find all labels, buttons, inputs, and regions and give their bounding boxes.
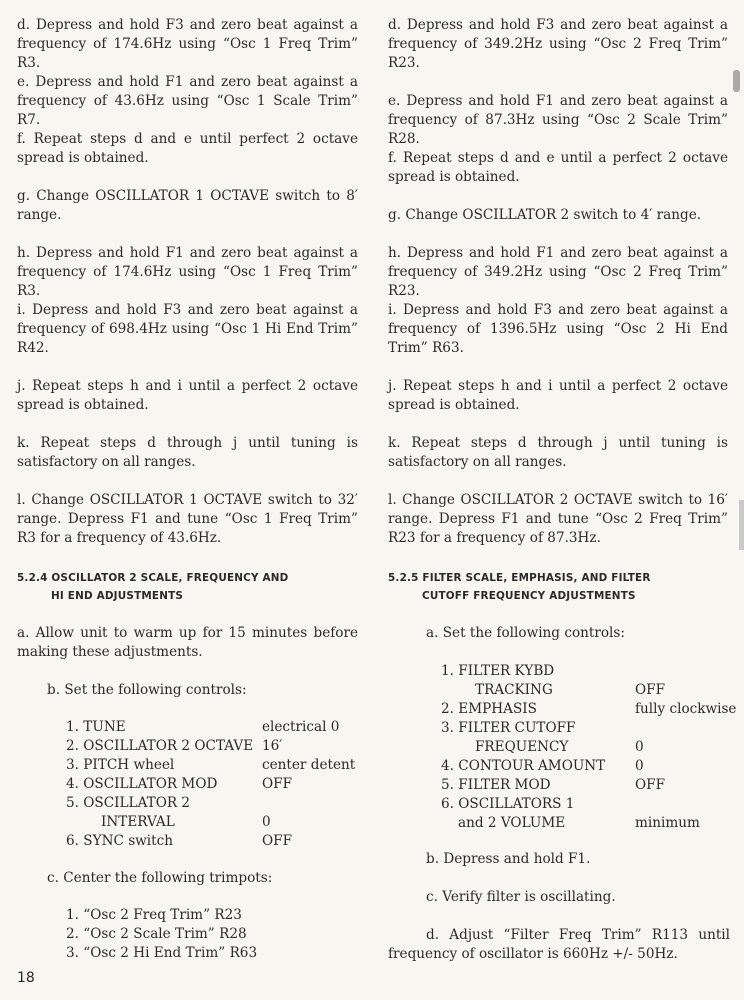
step-h-osc2: h. Depress and hold F1 and zero beat against a frequency of 349.2Hz using “Osc 2 Freq Trim” R23.	[388, 245, 728, 299]
step-l-osc1: l. Change OSCILLATOR 1 OCTAVE switch to 32′ range. Depress F1 and tune “Osc 1 Freq Trim” R3 for a frequency of 43.6Hz.	[17, 492, 358, 546]
section-heading-525	[388, 569, 651, 605]
osc2-controls-list	[66, 718, 366, 851]
section-heading-524	[17, 569, 289, 605]
control-row: 1. FILTER KYBD	[441, 663, 555, 679]
step-a-filter: a. Set the following controls:	[426, 625, 625, 641]
step-c-filter: c. Verify filter is oscillating.	[426, 889, 616, 905]
filter-controls-list	[441, 662, 741, 833]
section-heading-line2: CUTOFF FREQUENCY ADJUSTMENTS	[422, 590, 636, 602]
control-row: 1. TUNE electrical 0	[66, 719, 340, 735]
control-row: 4. OSCILLATOR MOD OFF	[66, 776, 293, 792]
control-row: INTERVAL 0	[101, 814, 271, 830]
section-heading-line2: HI END ADJUSTMENTS	[51, 590, 184, 602]
step-f-osc1: f. Repeat steps d and e until perfect 2 octave spread is obtained.	[17, 131, 358, 166]
control-row: 5. OSCILLATOR 2	[66, 795, 191, 811]
control-row: 3. PITCH wheel center detent	[66, 757, 356, 773]
page-number: 18	[17, 970, 35, 986]
step-j-osc2: j. Repeat steps h and i until a perfect 2 octave spread is obtained.	[388, 378, 728, 413]
step-d-filter: d. Adjust “Filter Freq Trim” R113 until frequency of oscillator is 660Hz +/- 50Hz.	[388, 927, 730, 962]
step-k-osc1: k. Repeat steps d through j until tuning is satisfactory on all ranges.	[17, 435, 358, 470]
control-row: 2. EMPHASIS fully clockwise	[441, 701, 737, 717]
control-row: 3. FILTER CUTOFF	[441, 720, 576, 736]
step-g-osc2: g. Change OSCILLATOR 2 switch to 4′ range.	[388, 207, 702, 223]
control-row: FREQUENCY 0	[475, 739, 644, 755]
control-row: TRACKING OFF	[475, 682, 666, 698]
trimpot-list	[66, 906, 366, 963]
step-b-osc2: b. Set the following controls:	[47, 682, 247, 698]
step-i-osc1: i. Depress and hold F3 and zero beat against a frequency of 698.4Hz using “Osc 1 Hi End Trim” R42.	[17, 302, 358, 356]
step-b-filter: b. Depress and hold F1.	[426, 851, 591, 867]
step-e-osc1: e. Depress and hold F1 and zero beat against a frequency of 43.6Hz using “Osc 1 Scale Trim” R7.	[17, 74, 358, 128]
control-row: 6. SYNC switch OFF	[66, 833, 293, 849]
control-row: 4. CONTOUR AMOUNT 0	[441, 758, 644, 774]
control-row: 2. OSCILLATOR 2 OCTAVE 16′	[66, 738, 283, 754]
control-row: and 2 VOLUME minimum	[458, 815, 700, 831]
trimpot-item: 1. “Osc 2 Freq Trim” R23	[66, 907, 242, 923]
control-row: 6. OSCILLATORS 1	[441, 796, 575, 812]
scan-mark	[733, 70, 740, 92]
step-d-osc2: d. Depress and hold F3 and zero beat against a frequency of 349.2Hz using “Osc 2 Freq Trim” R23.	[388, 17, 728, 71]
step-j-osc1: j. Repeat steps h and i until a perfect 2 octave spread is obtained.	[17, 378, 358, 413]
step-i-osc2: i. Depress and hold F3 and zero beat against a frequency of 1396.5Hz using “Osc 2 Hi End Trim” R63.	[388, 302, 728, 356]
step-k-osc2: k. Repeat steps d through j until tuning is satisfactory on all ranges.	[388, 435, 728, 470]
step-h-osc1: h. Depress and hold F1 and zero beat against a frequency of 174.6Hz using “Osc 1 Freq Trim” R3.	[17, 245, 358, 299]
step-e-osc2: e. Depress and hold F1 and zero beat against a frequency of 87.3Hz using “Osc 2 Scale Trim” R28.	[388, 93, 728, 147]
scan-mark	[739, 500, 744, 550]
step-d-osc1: d. Depress and hold F3 and zero beat against a frequency of 174.6Hz using “Osc 1 Freq Trim” R3.	[17, 17, 358, 71]
step-l-osc2: l. Change OSCILLATOR 2 OCTAVE switch to 16′ range. Depress F1 and tune “Osc 2 Freq Trim” R23 for a frequency of 87.3Hz.	[388, 492, 728, 546]
trimpot-item: 3. “Osc 2 Hi End Trim” R63	[66, 945, 258, 961]
step-g-osc1: g. Change OSCILLATOR 1 OCTAVE switch to 8′ range.	[17, 188, 358, 223]
trimpot-item: 2. “Osc 2 Scale Trim” R28	[66, 926, 247, 942]
section-heading-line1: 5.2.5 FILTER SCALE, EMPHASIS, AND FILTER	[388, 572, 651, 584]
step-f-osc2: f. Repeat steps d and e until a perfect 2 octave spread is obtained.	[388, 150, 728, 185]
step-a-osc2: a. Allow unit to warm up for 15 minutes before making these adjustments.	[17, 625, 358, 660]
control-row: 5. FILTER MOD OFF	[441, 777, 666, 793]
section-heading-line1: 5.2.4 OSCILLATOR 2 SCALE, FREQUENCY AND	[17, 572, 289, 584]
step-c-osc2: c. Center the following trimpots:	[47, 870, 273, 886]
